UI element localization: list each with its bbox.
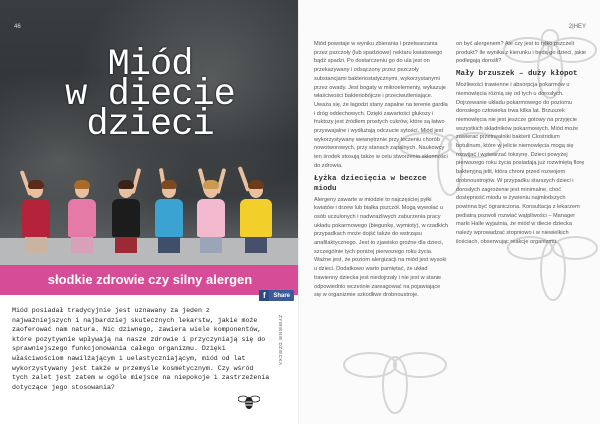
paragraph: Alergeny zawarte w miodzie to najczęściej pyłki kwiatów i drzew lub białka pszczół. Mogą wywołać u osób uczulonych i nadwrażliwych zaburzenia pracy układu pokarmowego (biegunkę, wymioty), w rzadkich przypadkach może dojść także do wstrząsu anafilaktycznego. Jest to zjawisko groźne dla dzieci, szczególnie tych poniżej pierwszego roku życia. Ważne jest, że poziom alergizacji na miód jest wysoki u dzieci. Dodatkowo warto pamiętać, że układ trawienny dziecka jest niedojrzały i nie jest w stanie odpowiednio wcześnie zareagować na pojawiające się w organizmie szkodliwe drobnoustroje. (314, 196, 448, 299)
child-figure (68, 182, 96, 253)
text-column-2 (456, 40, 586, 246)
paragraph: Możliwości trawienne i absorpcja pokarmów u niemowlęcia różnią się od tych u dorosłych. Dojrzewanie układu pokarmowego do poziomu dorosłego człowieka trwa kilka lat. Brzuszek niemowlęcia nie jest jeszcze gotowy na przyjęcie wszystkich składników pokarmowych. Miód może zawierać przetrwalniki bakterii Clostridium botulinum, które w jelicie niemowlęcia mogą się rozwijać i wytwarzać toksynę. Dzieci powyżej pierwszego roku życia posiadają już rozwiniętą florę bakteryjną jelit, która chroni przed rozwojem drobnoustrojów. W przypadku starszych dzieci i dorosłych zagrożenie jest minimalne, choć dostępność miodu w żywieniu najmłodszych powinna być ograniczona. Konsultacja z lekarzem pediatrą pozwoli rozwiać wątpliwości – Manager marki Halle wyjaśnia, że miód w diecie dziecka należy wprowadzać stopniowo i w niewielkich ilościach, obserwując reakcje organizmu. (456, 82, 585, 245)
section-vertical-label: ŻYWIENIE DZIECKA (278, 315, 283, 366)
facebook-icon: f (259, 290, 269, 301)
lead-paragraph: Miód posiadał tradycyjnie jest uznawany za jeden z najważniejszych i najbardziej skutecznych lekarstw, jakie może zaoferować nam natura. Nic dziwnego, zawiera wiele komponentów, które pozytywnie wpływają na nasze zdrowie i przyczyniają się do sprawniejszego funkcjonowania całego organizmu. Dzięki właściwościom nawilżającym i uelastyczniającym, miód od lat wykorzystywany jest także w przemyśle kosmetycznym. Czy wśród tych zalet jest zatem w ogóle miejsce na niepokoje i zastrzeżenia dotyczące jego stosowania? (12, 307, 270, 391)
subtitle-band (0, 265, 300, 295)
child-figure (22, 182, 50, 253)
page-number-left: 46 (14, 24, 21, 30)
section-heading: Łyżka dziecięcia w beczce miodu (314, 174, 427, 193)
paragraph: Miód powstaje w wyniku zbierania i przetwarzania przez pszczoły (lub spadziowe) nektaru kwiatowego bądź spadzi. Po dostarczeniu go do ula jest on przekazywany i odsączony przez pszczoły substancjami bakteriostatycznymi, wykorzystanymi przez owady. Jest bogaty w mikroelementy, wykazuje właściwości bakteriobójcze i przeciwutleniające. Uważa się, że łagodzi stany zapalne na terenie gardła i dróg oddechowych. Dzięki zawartości glukozy i fruktozy jest źródłem prostych cukrów, które są łatwo przyswajalne i wydłużają odczucie sytości. Miód jest wykorzystywany wewnętrznie przy leczeniu chorób nowotworowych, przy stanach zapalnych. Naukowcy ten środek stosują także w celu stworzenia skłonności do zdrowia. (314, 41, 448, 169)
subtitle-text: słodkie zdrowie czy silny alergen (47, 272, 253, 287)
facebook-share-button[interactable] (259, 290, 294, 301)
title-line: Miód (107, 44, 193, 86)
right-page (300, 0, 600, 424)
child-figure (197, 182, 225, 253)
title-line: dzieci (86, 104, 214, 146)
title-line: w diecie (65, 74, 235, 116)
share-label: Share (273, 292, 290, 299)
child-figure (112, 182, 140, 253)
bee-illustration-icon (340, 330, 450, 424)
child-figure (155, 182, 183, 253)
cover-photo (0, 0, 300, 265)
paragraph: on być alergenem? Ale czy jest to tylko pszczeli produkt? Ile wynika z kierunku i będą go dzieci, jakie podlegają dorośli? (456, 41, 586, 65)
child-figure (240, 182, 272, 253)
text-column-1 (314, 40, 448, 300)
section-heading: Mały brzuszek – duży kłopot (456, 70, 578, 79)
article-title (0, 44, 300, 146)
bee-icon (238, 394, 260, 410)
page-number-right: 2|HEY (568, 24, 586, 30)
